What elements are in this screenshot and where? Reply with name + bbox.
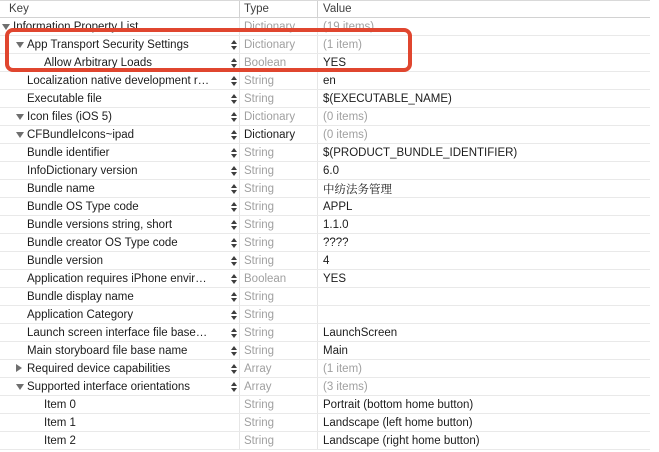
key-cell[interactable] — [0, 324, 240, 341]
value-cell[interactable] — [318, 126, 650, 143]
type-cell[interactable] — [240, 252, 318, 269]
row-key-label: Required device capabilities — [27, 362, 171, 375]
row-type-label: Dictionary — [244, 128, 296, 141]
row-type-label: String — [244, 146, 275, 159]
row-key-label: Allow Arbitrary Loads — [44, 56, 153, 69]
column-header-key-label: Key — [9, 3, 29, 15]
plist-row[interactable] — [0, 432, 650, 450]
row-type-label: Dictionary — [244, 38, 296, 51]
table-header — [0, 0, 650, 18]
stepper-down-icon[interactable] — [231, 46, 237, 50]
disclosure-triangle-icon[interactable] — [16, 384, 24, 390]
row-value-label: en — [323, 74, 336, 87]
type-cell[interactable] — [240, 36, 318, 53]
column-header-value-label: Value — [323, 3, 352, 15]
plist-row[interactable] — [0, 270, 650, 288]
type-cell[interactable] — [240, 162, 318, 179]
key-cell[interactable] — [0, 396, 240, 413]
key-cell[interactable] — [0, 270, 240, 287]
plist-row[interactable] — [0, 18, 650, 36]
type-cell[interactable] — [240, 72, 318, 89]
row-value-label: (0 items) — [323, 110, 368, 123]
row-type-label: Dictionary — [244, 110, 296, 123]
value-stepper[interactable] — [229, 234, 238, 251]
stepper-down-icon[interactable] — [231, 352, 237, 356]
key-cell[interactable] — [0, 378, 240, 395]
value-cell[interactable] — [318, 432, 650, 449]
value-stepper[interactable] — [229, 252, 238, 269]
stepper-down-icon[interactable] — [231, 388, 237, 392]
value-cell[interactable] — [318, 72, 650, 89]
plist-row[interactable] — [0, 90, 650, 108]
key-cell[interactable] — [0, 414, 240, 431]
key-cell[interactable] — [0, 180, 240, 197]
key-cell[interactable] — [0, 360, 240, 377]
type-cell[interactable] — [240, 288, 318, 305]
row-value-label: 中纺法务管理 — [323, 183, 392, 196]
row-type-label: String — [244, 236, 275, 249]
row-key-label: Application Category — [27, 308, 134, 321]
plist-row[interactable] — [0, 126, 650, 144]
plist-row[interactable] — [0, 216, 650, 234]
stepper-down-icon[interactable] — [231, 244, 237, 248]
key-cell[interactable] — [0, 72, 240, 89]
stepper-down-icon[interactable] — [231, 190, 237, 194]
value-cell[interactable] — [318, 90, 650, 107]
row-key-label: Bundle versions string, short — [27, 218, 173, 231]
value-stepper[interactable] — [229, 90, 238, 107]
type-cell[interactable] — [240, 180, 318, 197]
plist-row[interactable] — [0, 234, 650, 252]
key-cell[interactable] — [0, 18, 240, 35]
column-header-value[interactable] — [318, 1, 650, 17]
row-value-label: $(EXECUTABLE_NAME) — [323, 92, 452, 105]
plist-row[interactable] — [0, 144, 650, 162]
value-cell[interactable] — [318, 162, 650, 179]
value-cell[interactable] — [318, 252, 650, 269]
type-cell[interactable] — [240, 378, 318, 395]
key-cell[interactable] — [0, 36, 240, 53]
row-value-label: APPL — [323, 200, 353, 213]
key-cell[interactable] — [0, 126, 240, 143]
disclosure-triangle-icon[interactable] — [16, 132, 24, 138]
row-type-label: String — [244, 200, 275, 213]
row-value-label: ???? — [323, 236, 349, 249]
stepper-up-icon[interactable] — [231, 112, 237, 116]
value-cell[interactable] — [318, 396, 650, 413]
plist-body — [0, 18, 650, 450]
stepper-down-icon[interactable] — [231, 226, 237, 230]
row-key-label: Bundle version — [27, 254, 104, 267]
type-cell[interactable] — [240, 432, 318, 449]
value-stepper[interactable] — [229, 108, 238, 125]
value-cell[interactable] — [318, 180, 650, 197]
value-stepper[interactable] — [229, 54, 238, 71]
plist-row[interactable] — [0, 306, 650, 324]
value-cell[interactable] — [318, 108, 650, 125]
stepper-up-icon[interactable] — [231, 94, 237, 98]
disclosure-triangle-icon[interactable] — [16, 42, 24, 48]
row-type-label: String — [244, 290, 275, 303]
row-type-label: String — [244, 434, 275, 447]
disclosure-triangle-icon[interactable] — [16, 364, 22, 372]
key-cell[interactable] — [0, 432, 240, 449]
value-stepper[interactable] — [229, 126, 238, 143]
row-key-label: Bundle name — [27, 182, 95, 195]
value-stepper[interactable] — [229, 198, 238, 215]
row-value-label: (3 items) — [323, 380, 368, 393]
plist-row[interactable] — [0, 36, 650, 54]
stepper-down-icon[interactable] — [231, 64, 237, 68]
row-type-label: String — [244, 74, 275, 87]
row-key-label: App Transport Security Settings — [27, 38, 189, 51]
row-value-label: (1 item) — [323, 38, 362, 51]
row-key-label: Bundle identifier — [27, 146, 110, 159]
disclosure-triangle-icon[interactable] — [16, 114, 24, 120]
value-cell[interactable] — [318, 216, 650, 233]
value-cell[interactable] — [318, 270, 650, 287]
row-key-label: Main storyboard file base name — [27, 344, 188, 357]
row-type-label: Array — [244, 362, 272, 375]
type-cell[interactable] — [240, 324, 318, 341]
stepper-down-icon[interactable] — [231, 370, 237, 374]
row-key-label: Bundle OS Type code — [27, 200, 139, 213]
stepper-up-icon[interactable] — [231, 58, 237, 62]
value-stepper[interactable] — [229, 270, 238, 287]
value-stepper[interactable] — [229, 378, 238, 395]
stepper-up-icon[interactable] — [231, 328, 237, 332]
key-cell[interactable] — [0, 90, 240, 107]
value-cell[interactable] — [318, 288, 650, 305]
plist-row[interactable] — [0, 198, 650, 216]
row-type-label: String — [244, 92, 275, 105]
row-value-label: (1 item) — [323, 362, 362, 375]
stepper-down-icon[interactable] — [231, 136, 237, 140]
row-value-label: 1.1.0 — [323, 218, 349, 231]
type-cell[interactable] — [240, 270, 318, 287]
type-cell[interactable] — [240, 126, 318, 143]
row-value-label: Landscape (left home button) — [323, 416, 473, 429]
value-cell[interactable] — [318, 306, 650, 323]
row-type-label: Dictionary — [244, 20, 296, 33]
plist-row[interactable] — [0, 252, 650, 270]
row-type-label: String — [244, 398, 275, 411]
row-type-label: Boolean — [244, 272, 287, 285]
value-stepper[interactable] — [229, 36, 238, 53]
type-cell[interactable] — [240, 108, 318, 125]
value-cell[interactable] — [318, 198, 650, 215]
plist-row[interactable] — [0, 180, 650, 198]
stepper-up-icon[interactable] — [231, 202, 237, 206]
row-type-label: String — [244, 218, 275, 231]
plist-row[interactable] — [0, 162, 650, 180]
type-cell[interactable] — [240, 216, 318, 233]
value-stepper[interactable] — [229, 216, 238, 233]
stepper-up-icon[interactable] — [231, 382, 237, 386]
row-type-label: String — [244, 308, 275, 321]
column-header-key[interactable] — [0, 1, 240, 17]
plist-row[interactable] — [0, 288, 650, 306]
row-type-label: String — [244, 182, 275, 195]
stepper-down-icon[interactable] — [231, 154, 237, 158]
row-key-label: InfoDictionary version — [27, 164, 138, 177]
type-cell[interactable] — [240, 54, 318, 71]
row-type-label: String — [244, 326, 275, 339]
value-cell[interactable] — [318, 144, 650, 161]
type-cell[interactable] — [240, 198, 318, 215]
row-value-label: YES — [323, 272, 347, 285]
row-value-label: $(PRODUCT_BUNDLE_IDENTIFIER) — [323, 146, 518, 159]
stepper-up-icon[interactable] — [231, 274, 237, 278]
stepper-up-icon[interactable] — [231, 310, 237, 314]
type-cell[interactable] — [240, 360, 318, 377]
row-value-label: 4 — [323, 254, 330, 267]
row-type-label: String — [244, 416, 275, 429]
value-cell[interactable] — [318, 324, 650, 341]
type-cell[interactable] — [240, 234, 318, 251]
row-type-label: String — [244, 254, 275, 267]
key-cell[interactable] — [0, 288, 240, 305]
type-cell[interactable] — [240, 144, 318, 161]
stepper-down-icon[interactable] — [231, 280, 237, 284]
value-cell[interactable] — [318, 18, 650, 35]
row-key-label: Information Property List — [13, 20, 139, 33]
value-stepper[interactable] — [229, 72, 238, 89]
row-key-label: Localization native development r… — [27, 74, 210, 87]
key-cell[interactable] — [0, 162, 240, 179]
key-cell[interactable] — [0, 216, 240, 233]
stepper-up-icon[interactable] — [231, 76, 237, 80]
key-cell[interactable] — [0, 234, 240, 251]
plist-row[interactable] — [0, 108, 650, 126]
row-key-label: Bundle creator OS Type code — [27, 236, 178, 249]
row-type-label: Array — [244, 380, 272, 393]
stepper-down-icon[interactable] — [231, 334, 237, 338]
row-key-label: Bundle display name — [27, 290, 134, 303]
stepper-down-icon[interactable] — [231, 262, 237, 266]
row-value-label: Main — [323, 344, 348, 357]
row-key-label: Item 0 — [44, 398, 76, 411]
value-stepper[interactable] — [229, 180, 238, 197]
value-stepper[interactable] — [229, 360, 238, 377]
stepper-up-icon[interactable] — [231, 346, 237, 350]
plist-row[interactable] — [0, 324, 650, 342]
type-cell[interactable] — [240, 90, 318, 107]
key-cell[interactable] — [0, 198, 240, 215]
plist-row[interactable] — [0, 378, 650, 396]
column-header-type[interactable] — [240, 1, 318, 17]
key-cell[interactable] — [0, 54, 240, 71]
value-cell[interactable] — [318, 360, 650, 377]
row-value-label: (19 items) — [323, 20, 375, 33]
value-stepper[interactable] — [229, 306, 238, 323]
plist-row[interactable] — [0, 72, 650, 90]
value-cell[interactable] — [318, 414, 650, 431]
value-cell[interactable] — [318, 378, 650, 395]
value-cell[interactable] — [318, 234, 650, 251]
stepper-down-icon[interactable] — [231, 208, 237, 212]
value-stepper[interactable] — [229, 324, 238, 341]
value-cell[interactable] — [318, 342, 650, 359]
stepper-up-icon[interactable] — [231, 148, 237, 152]
row-value-label: (0 items) — [323, 128, 368, 141]
row-value-label: LaunchScreen — [323, 326, 398, 339]
value-stepper[interactable] — [229, 162, 238, 179]
type-cell[interactable] — [240, 18, 318, 35]
stepper-up-icon[interactable] — [231, 364, 237, 368]
row-key-label: CFBundleIcons~ipad — [27, 128, 135, 141]
stepper-down-icon[interactable] — [231, 100, 237, 104]
stepper-up-icon[interactable] — [231, 40, 237, 44]
stepper-down-icon[interactable] — [231, 298, 237, 302]
stepper-up-icon[interactable] — [231, 184, 237, 188]
stepper-down-icon[interactable] — [231, 316, 237, 320]
column-header-type-label: Type — [244, 3, 269, 15]
row-value-label: YES — [323, 56, 347, 69]
value-cell[interactable] — [318, 36, 650, 53]
plist-row[interactable] — [0, 396, 650, 414]
key-cell[interactable] — [0, 342, 240, 359]
value-stepper[interactable] — [229, 288, 238, 305]
plist-row[interactable] — [0, 360, 650, 378]
stepper-down-icon[interactable] — [231, 172, 237, 176]
row-key-label: Icon files (iOS 5) — [27, 110, 112, 123]
row-type-label: String — [244, 164, 275, 177]
plist-row[interactable] — [0, 342, 650, 360]
plist-row[interactable] — [0, 54, 650, 72]
type-cell[interactable] — [240, 342, 318, 359]
row-key-label: Supported interface orientations — [27, 380, 191, 393]
row-key-label: Item 2 — [44, 434, 76, 447]
value-stepper[interactable] — [229, 342, 238, 359]
stepper-up-icon[interactable] — [231, 292, 237, 296]
key-cell[interactable] — [0, 108, 240, 125]
stepper-up-icon[interactable] — [231, 166, 237, 170]
stepper-up-icon[interactable] — [231, 220, 237, 224]
value-cell[interactable] — [318, 54, 650, 71]
key-cell[interactable] — [0, 252, 240, 269]
stepper-down-icon[interactable] — [231, 82, 237, 86]
value-stepper[interactable] — [229, 144, 238, 161]
row-type-label: String — [244, 344, 275, 357]
row-value-label: 6.0 — [323, 164, 339, 177]
key-cell[interactable] — [0, 144, 240, 161]
row-key-label: Launch screen interface file base… — [27, 326, 208, 339]
row-key-label: Application requires iPhone envir… — [27, 272, 207, 285]
type-cell[interactable] — [240, 396, 318, 413]
row-key-label: Executable file — [27, 92, 102, 105]
type-cell[interactable] — [240, 306, 318, 323]
row-key-label: Item 1 — [44, 416, 76, 429]
stepper-up-icon[interactable] — [231, 130, 237, 134]
disclosure-triangle-icon[interactable] — [2, 24, 10, 30]
plist-row[interactable] — [0, 414, 650, 432]
stepper-down-icon[interactable] — [231, 118, 237, 122]
type-cell[interactable] — [240, 414, 318, 431]
stepper-up-icon[interactable] — [231, 238, 237, 242]
key-cell[interactable] — [0, 306, 240, 323]
row-value-label: Portrait (bottom home button) — [323, 398, 474, 411]
row-value-label: Landscape (right home button) — [323, 434, 480, 447]
stepper-up-icon[interactable] — [231, 256, 237, 260]
row-type-label: Boolean — [244, 56, 287, 69]
